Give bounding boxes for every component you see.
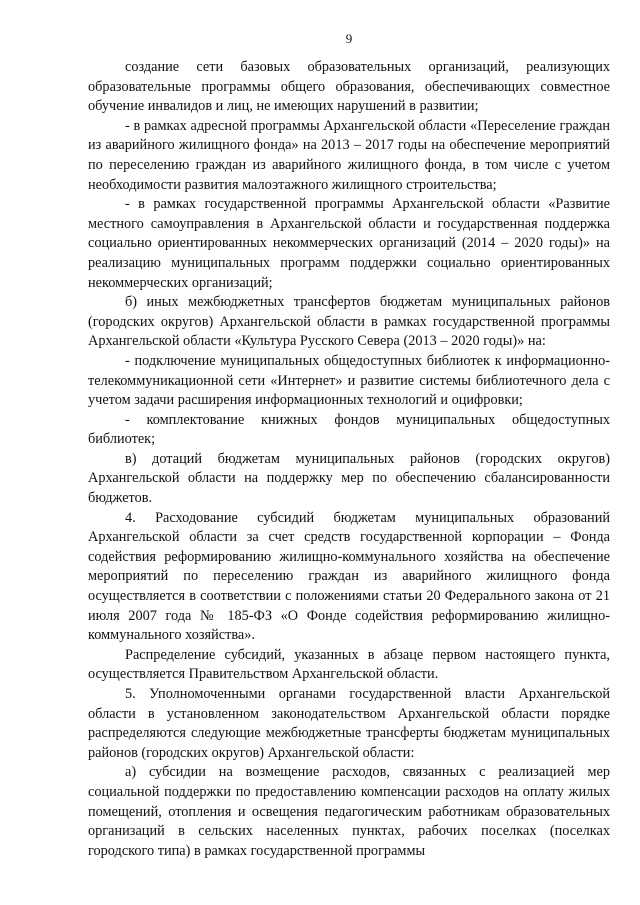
paragraph-budget-grants: в) дотаций бюджетам муниципальных районов (городских округов) Архангельской области на поддержку мер по обеспечению сбалансированности бюджетов. [88, 450, 610, 507]
paragraph-other-transfers: б) иных межбюджетных трансфертов бюджетам муниципальных районов (городских округов) Архангельской области в рамках государственной программы Архангельской области «Культура Русского Севера (2013 – 2020 годы)» на: [88, 294, 610, 350]
document-body [88, 58, 610, 861]
paragraph-local-self-government: - в рамках государственной программы Архангельской области «Развитие местного самоуправления в Архангельской области и государственная поддержка социально ориентированных некоммерческих организаций (2014 – 2020 годы)» на реализацию муниципальных программ поддержки социально ориентированных некоммерческих организаций; [88, 196, 610, 291]
paragraph-subsidy-distribution: Распределение субсидий, указанных в абзаце первом настоящего пункта, осуществляется Правительством Архангельской области. [88, 646, 610, 683]
paragraph-book-funds: - комплектование книжных фондов муниципальных общедоступных библиотек; [88, 411, 610, 448]
paragraph-inclusive-education: создание сети базовых образовательных организаций, реализующих образовательные программы общего образования, обеспечивающих совместное обучение инвалидов и лиц, не имеющих нарушений в развитии; [88, 59, 610, 115]
paragraph-library-internet: - подключение муниципальных общедоступных библиотек к информационно-телекоммуникационной сети «Интернет» и развитие системы библиотечного дела с учетом задачи расширения информационных технологий и оцифровки; [88, 352, 610, 409]
paragraph-item-4: 4. Расходование субсидий бюджетам муниципальных образований Архангельской области за счет средств государственной корпорации – Фонда содействия реформированию жилищно-коммунального хозяйства на обеспечение мероприятий по переселению граждан из аварийного жилищного фонда осуществляется в соответствии с положениями статьи 20 Федерального закона от 21 июля 2007 года № 185-ФЗ «О Фонде содействия реформированию жилищно-коммунального хозяйства». [88, 509, 610, 644]
paragraph-resettlement-program: - в рамках адресной программы Архангельской области «Переселение граждан из аварийного жилищного фонда» на 2013 – 2017 годы на обеспечение мероприятий по переселению граждан из аварийного жилищного фонда, в том числе с учетом необходимости развития малоэтажного жилищного строительства; [88, 117, 610, 193]
paragraph-subsidy-a: а) субсидии на возмещение расходов, связанных с реализацией мер социальной поддержки по предоставлению компенсации расходов на оплату жилых помещений, отопления и освещения педагогическим работникам образовательных организаций в сельских населенных пунктах, рабочих поселках (поселках городского типа) в рамках государственной программы [88, 764, 610, 859]
page-number: 9 [345, 31, 353, 46]
document-page [88, 0, 610, 905]
paragraph-item-5: 5. Уполномоченными органами государственной власти Архангельской области в установленном законодательством Архангельской области порядке распределяются следующие межбюджетные трансферты бюджетам муниципальных районов (городских округов) Архангельской области: [88, 686, 610, 761]
